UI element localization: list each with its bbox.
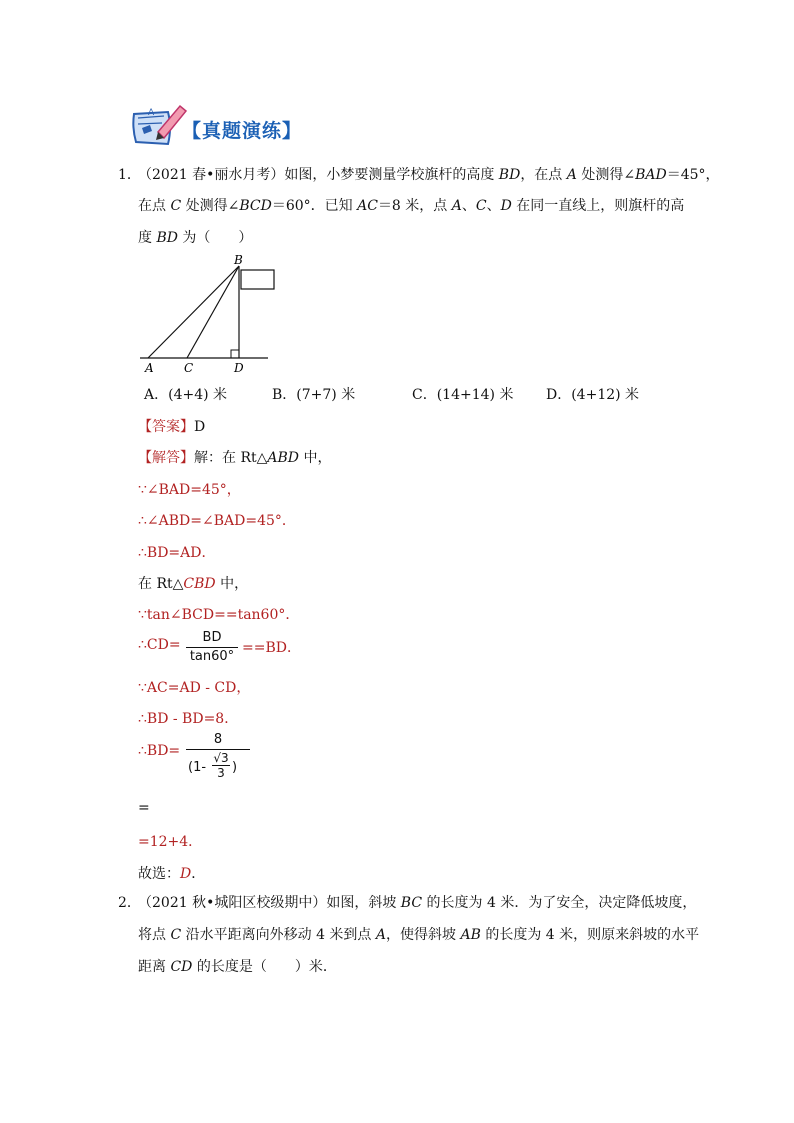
solution-line-7-rhs: ==BD． bbox=[242, 640, 301, 656]
solution-line-11: = bbox=[138, 800, 150, 816]
option-b[interactable]: B．(7+7) 米 bbox=[272, 387, 356, 403]
flag-rect bbox=[241, 270, 274, 289]
line-cb bbox=[187, 266, 239, 358]
line-ab bbox=[148, 266, 239, 358]
solution-line-7-lhs: ∴CD= bbox=[138, 637, 181, 653]
solution-line-9: ∴BD - BD=8． bbox=[138, 711, 239, 727]
question-2-number: 2． bbox=[118, 895, 141, 911]
question-1-line-2: 在点 C 处测得∠BCD＝60°．已知 AC＝8 米，点 A、C、D 在同一直线上，则旗杆的高 bbox=[138, 198, 685, 214]
fraction-8-over-expr: 8 (1- √3 3 ) bbox=[186, 732, 250, 783]
solution-line-1: 【解答】解：在 Rt△ABD 中， bbox=[138, 450, 332, 466]
solution-line-10-lhs: ∴BD= bbox=[138, 743, 181, 759]
question-1-number: 1． bbox=[118, 167, 141, 183]
option-c[interactable]: C．(14+14) 米 bbox=[412, 387, 514, 403]
solution-line-5: 在 Rt△CBD 中， bbox=[138, 576, 249, 592]
svg-text:A: A bbox=[148, 108, 155, 118]
solution-line-4: ∴BD=AD． bbox=[138, 545, 216, 561]
answer-line: 【答案】D bbox=[138, 419, 206, 435]
right-angle-mark bbox=[231, 350, 239, 358]
solution-line-8: ∵AC=AD - CD， bbox=[138, 680, 251, 696]
notebook-pencil-icon bbox=[128, 98, 188, 150]
option-d[interactable]: D．(4+12) 米 bbox=[546, 387, 640, 403]
label-c: C bbox=[184, 361, 194, 375]
solution-line-3: ∴∠ABD=∠BAD=45°． bbox=[138, 513, 296, 529]
question-1-line-1: （2021 春•丽水月考）如图，小梦要测量学校旗杆的高度 BD，在点 A 处测得∠BAD＝45°， bbox=[138, 167, 720, 183]
label-b: B bbox=[234, 253, 243, 267]
flagpole-figure bbox=[130, 252, 280, 376]
solution-line-13: 故选：D． bbox=[138, 866, 206, 882]
label-a: A bbox=[145, 361, 154, 375]
solution-line-2: ∵∠BAD=45°， bbox=[138, 482, 241, 498]
question-2-line-1: （2021 秋•城阳区校级期中）如图，斜坡 BC 的长度为 4 米．为了安全，决定降低坡度， bbox=[138, 895, 697, 911]
option-a[interactable]: A．(4+4) 米 bbox=[144, 387, 228, 403]
fraction-bd-over-tan60: BD tan60° bbox=[186, 630, 238, 665]
solution-line-6: ∵tan∠BCD==tan60°． bbox=[138, 607, 300, 623]
question-2-line-3: 距离 CD 的长度是（ ）米． bbox=[138, 959, 337, 975]
solution-line-12: =12+4． bbox=[138, 834, 203, 850]
label-d: D bbox=[234, 361, 244, 375]
question-1-line-3: 度 BD 为（ ） bbox=[138, 230, 253, 246]
section-title: 【真题演练】 bbox=[182, 120, 303, 142]
question-2-line-2: 将点 C 沿水平距离向外移动 4 米到点 A，使得斜坡 AB 的长度为 4 米，则原来斜坡的水平 bbox=[138, 927, 700, 943]
